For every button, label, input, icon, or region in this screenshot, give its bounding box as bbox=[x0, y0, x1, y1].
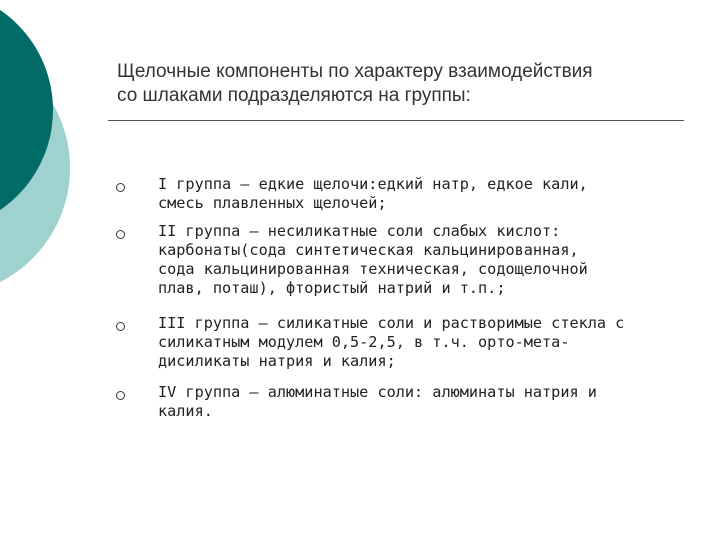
list-item-text bbox=[158, 222, 678, 298]
circle-bullet-icon bbox=[116, 230, 125, 239]
list-item-line: II группа – несиликатные соли слабых кислот: bbox=[158, 222, 561, 240]
list-item-line: силикатным модулем 0,5-2,5, в т.ч. орто-мета- bbox=[158, 333, 570, 351]
list-item-text bbox=[158, 383, 678, 421]
list-item-text bbox=[158, 175, 678, 213]
list-item-text bbox=[158, 314, 678, 371]
list-item-line: III группа – силикатные соли и растворимые стекла с bbox=[158, 314, 625, 332]
list-item-line: карбонаты(сода синтетическая кальцинированная, bbox=[158, 241, 579, 259]
circle-bullet-icon bbox=[116, 183, 125, 192]
title-line-2: со шлаками подразделяются на группы: bbox=[117, 85, 471, 106]
list-item-line: сода кальцинированная техническая, содощелочной bbox=[158, 260, 588, 278]
list-item-line: смесь плавленных щелочей; bbox=[158, 194, 387, 212]
list-item-line: плав, поташ), фтористый натрий и т.п.; bbox=[158, 279, 506, 297]
title-line-1: Щелочные компоненты по характеру взаимодействия bbox=[117, 61, 593, 82]
list-item-line: IV группа – алюминатные соли: алюминаты натрия и bbox=[158, 383, 597, 401]
list-item-line: калия. bbox=[158, 402, 213, 420]
circle-bullet-icon bbox=[116, 391, 125, 400]
circle-bullet-icon bbox=[116, 322, 125, 331]
list-item-line: I группа – едкие щелочи:едкий натр, едкое кали, bbox=[158, 175, 588, 193]
list-item-line: дисиликаты натрия и калия; bbox=[158, 352, 396, 370]
